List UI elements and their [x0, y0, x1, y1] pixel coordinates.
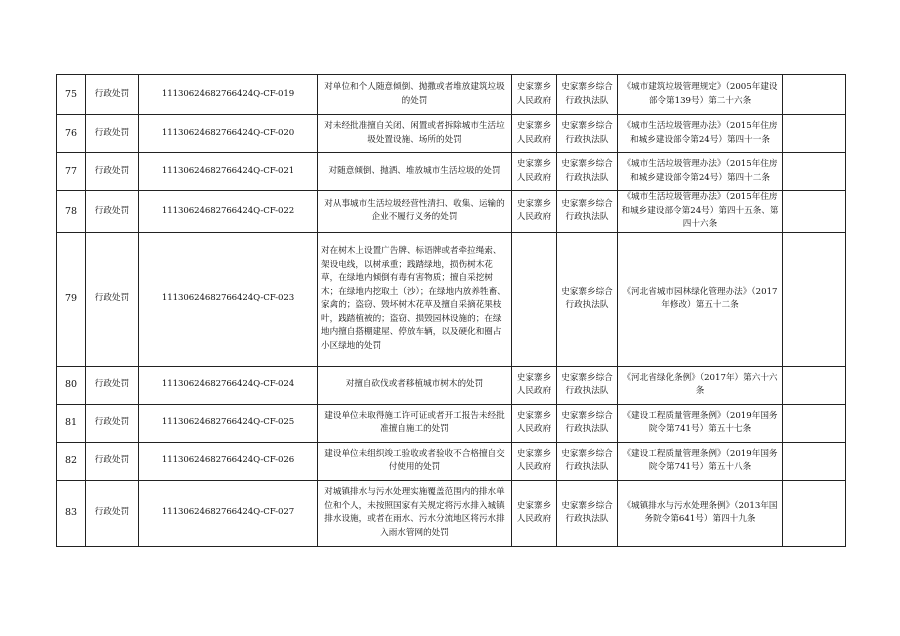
item-description: 对城镇排水与污水处理实施覆盖范围内的排水单位和个人，未按照国家有关规定将污水排入城镇排水设施，或者在雨水、污水分流地区将污水排入雨水管网的处罚	[318, 480, 512, 546]
executing-unit: 史家寨乡综合行政执法队	[557, 115, 618, 153]
legal-basis: 《城市生活垃圾管理办法》（2015年住房和城乡建设部令第24号）第四十一条	[618, 115, 783, 153]
item-code: 11130624682766424Q-CF-020	[139, 115, 318, 153]
item-code: 11130624682766424Q-CF-025	[139, 404, 318, 442]
responsible-dept: 史家寨乡人民政府	[512, 191, 557, 233]
power-type: 行政处罚	[86, 442, 139, 480]
executing-unit: 史家寨乡综合行政执法队	[557, 75, 618, 115]
row-number: 82	[57, 442, 86, 480]
executing-unit: 史家寨乡综合行政执法队	[557, 442, 618, 480]
table-row	[57, 480, 846, 546]
item-code: 11130624682766424Q-CF-021	[139, 153, 318, 191]
item-code: 11130624682766424Q-CF-019	[139, 75, 318, 115]
table-row	[57, 75, 846, 115]
row-number: 81	[57, 404, 86, 442]
item-code: 11130624682766424Q-CF-027	[139, 480, 318, 546]
executing-unit: 史家寨乡综合行政执法队	[557, 232, 618, 366]
table-row	[57, 404, 846, 442]
legal-basis: 《城镇排水与污水处理条例》（2013年国务院令第641号）第四十九条	[618, 480, 783, 546]
power-type: 行政处罚	[86, 404, 139, 442]
remark	[783, 75, 846, 115]
row-number: 76	[57, 115, 86, 153]
remark	[783, 153, 846, 191]
legal-basis: 《建设工程质量管理条例》（2019年国务院令第741号）第五十七条	[618, 404, 783, 442]
row-number: 77	[57, 153, 86, 191]
responsible-dept: 史家寨乡人民政府	[512, 115, 557, 153]
power-type: 行政处罚	[86, 480, 139, 546]
legal-basis: 《城市生活垃圾管理办法》（2015年住房和城乡建设部令第24号）第四十五条、第四十六条	[618, 191, 783, 233]
remark	[783, 115, 846, 153]
remark	[783, 232, 846, 366]
executing-unit: 史家寨乡综合行政执法队	[557, 404, 618, 442]
table-body	[57, 75, 846, 547]
legal-basis: 《城市建筑垃圾管理规定》（2005年建设部令第139号）第二十六条	[618, 75, 783, 115]
power-type: 行政处罚	[86, 153, 139, 191]
power-list-table	[56, 74, 846, 547]
responsible-dept: 史家寨乡人民政府	[512, 366, 557, 404]
table-row	[57, 366, 846, 404]
executing-unit: 史家寨乡综合行政执法队	[557, 153, 618, 191]
item-code: 11130624682766424Q-CF-023	[139, 232, 318, 366]
item-description: 对未经批准擅自关闭、闲置或者拆除城市生活垃圾处置设施、场所的处罚	[318, 115, 512, 153]
item-description: 对擅自砍伐或者移植城市树木的处罚	[318, 366, 512, 404]
legal-basis: 《河北省绿化条例》（2017年）第六十六条	[618, 366, 783, 404]
item-description: 建设单位未取得施工许可证或者开工报告未经批准擅自施工的处罚	[318, 404, 512, 442]
executing-unit: 史家寨乡综合行政执法队	[557, 366, 618, 404]
remark	[783, 404, 846, 442]
legal-basis: 《河北省城市园林绿化管理办法》（2017年修改）第五十二条	[618, 232, 783, 366]
power-type: 行政处罚	[86, 232, 139, 366]
item-description: 对单位和个人随意倾倒、抛撒或者堆放建筑垃圾的处罚	[318, 75, 512, 115]
item-description: 建设单位未组织竣工验收或者验收不合格擅自交付使用的处罚	[318, 442, 512, 480]
responsible-dept: 史家寨乡人民政府	[512, 404, 557, 442]
item-code: 11130624682766424Q-CF-024	[139, 366, 318, 404]
row-number: 83	[57, 480, 86, 546]
power-type: 行政处罚	[86, 75, 139, 115]
row-number: 75	[57, 75, 86, 115]
remark	[783, 480, 846, 546]
item-description: 对随意倾倒、抛洒、堆放城市生活垃圾的处罚	[318, 153, 512, 191]
row-number: 78	[57, 191, 86, 233]
table-row	[57, 153, 846, 191]
row-number: 79	[57, 232, 86, 366]
remark	[783, 191, 846, 233]
responsible-dept: 史家寨乡人民政府	[512, 153, 557, 191]
power-type: 行政处罚	[86, 191, 139, 233]
table-row	[57, 232, 846, 366]
item-code: 11130624682766424Q-CF-026	[139, 442, 318, 480]
row-number: 80	[57, 366, 86, 404]
legal-basis: 《建设工程质量管理条例》（2019年国务院令第741号）第五十八条	[618, 442, 783, 480]
power-type: 行政处罚	[86, 366, 139, 404]
remark	[783, 442, 846, 480]
responsible-dept: 史家寨乡人民政府	[512, 480, 557, 546]
responsible-dept	[512, 232, 557, 366]
item-code: 11130624682766424Q-CF-022	[139, 191, 318, 233]
remark	[783, 366, 846, 404]
power-type: 行政处罚	[86, 115, 139, 153]
legal-basis: 《城市生活垃圾管理办法》（2015年住房和城乡建设部令第24号）第四十二条	[618, 153, 783, 191]
executing-unit: 史家寨乡综合行政执法队	[557, 191, 618, 233]
item-description: 对从事城市生活垃圾经营性清扫、收集、运输的企业不履行义务的处罚	[318, 191, 512, 233]
item-description: 对在树木上设置广告牌、标语牌或者牵拉绳索、架设电线，以树承重；践踏绿地，损伤树木花草，在绿地内倾倒有毒有害物质；擅自采挖树木；在绿地内挖取土（沙）；在绿地内放养牲畜、家禽的；盗窃、毁坏树木花草及擅自采摘花果枝叶，践踏植被的；盗窃、损毁园林设施的；在绿地内擅自搭棚建屋、停放车辆，以及硬化和圈占小区绿地的处罚	[318, 232, 512, 366]
table-row	[57, 442, 846, 480]
table-row	[57, 191, 846, 233]
responsible-dept: 史家寨乡人民政府	[512, 442, 557, 480]
table-row	[57, 115, 846, 153]
executing-unit: 史家寨乡综合行政执法队	[557, 480, 618, 546]
responsible-dept: 史家寨乡人民政府	[512, 75, 557, 115]
